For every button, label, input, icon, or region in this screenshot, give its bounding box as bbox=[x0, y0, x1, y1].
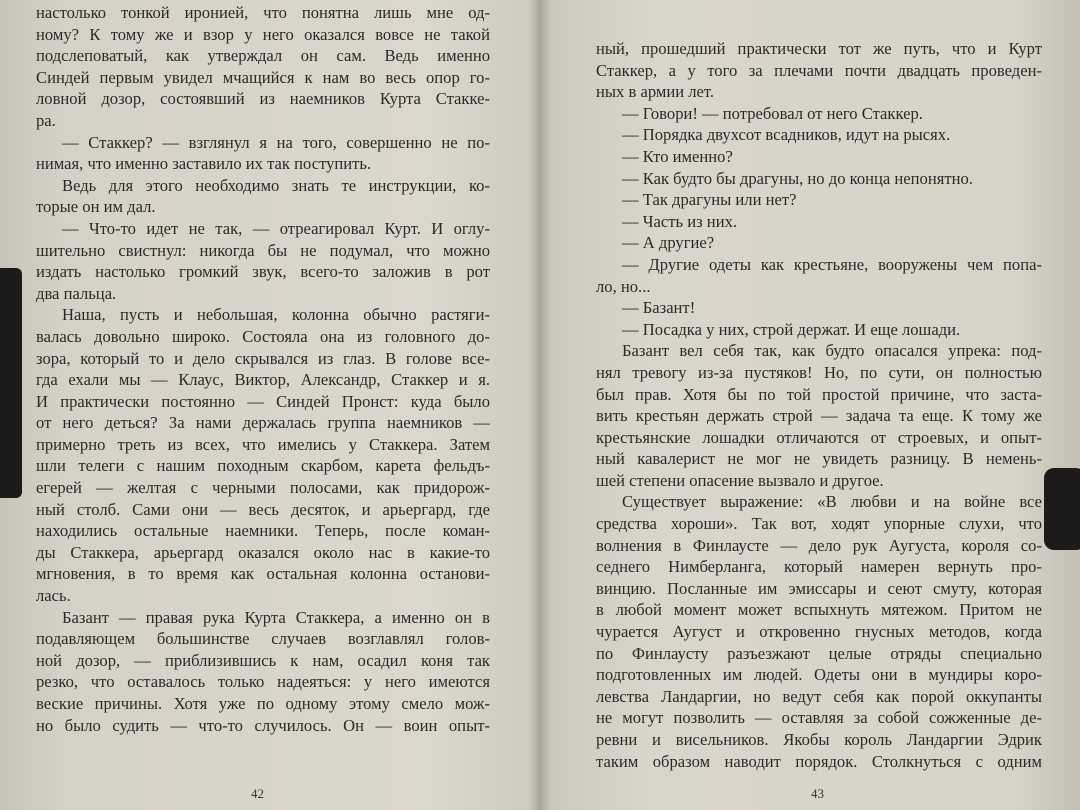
text-line: седнего Нимберланга, который намерен вернуть про- bbox=[596, 557, 1042, 577]
text-line: Наша, пусть и небольшая, колонна обычно растяги- bbox=[62, 305, 490, 325]
text-line: лась. bbox=[36, 586, 71, 606]
text-line: — Как будто бы драгуны, но до конца непонятно. bbox=[622, 168, 973, 188]
right-page-number: 43 bbox=[811, 786, 824, 801]
text-line: — Другие одеты как крестьяне, вооружены чем попа- bbox=[622, 254, 1042, 274]
text-line: ревни и висельников. Якобы король Ландаргии Эдрик bbox=[596, 730, 1042, 749]
left-page-number: 42 bbox=[251, 786, 264, 801]
text-line: вить крестьян держать строй — задача та еще. К тому же bbox=[596, 406, 1042, 426]
text-line: средства хороши». Так вот, ходят упорные слухи, что bbox=[596, 514, 1042, 534]
text-line: — Порядка двухсот всадников, идут на рысях. bbox=[622, 125, 951, 145]
text-line: гда ехали мы — Клаус, Виктор, Александр, Стаккер и я. bbox=[36, 370, 490, 390]
text-line: егерей — желтая с черными полосами, как придорож- bbox=[36, 478, 490, 498]
text-line: ра. bbox=[36, 110, 56, 130]
text-line: Базант вел себя так, как будто опасался упрека: под- bbox=[622, 341, 1042, 361]
left-binder-clip bbox=[0, 268, 22, 498]
text-line: волнения в Финлаусте — дело рук Аугуста, короля со- bbox=[596, 535, 1042, 555]
text-line: не могут позволить — оставляя за собой сожженные де- bbox=[596, 708, 1042, 728]
text-line: настолько тонкой иронией, что понятна лишь мне од- bbox=[36, 3, 490, 22]
text-line: — Так драгуны или нет? bbox=[622, 190, 797, 210]
text-line: — Что-то идет не так, — отреагировал Курт. И оглу- bbox=[62, 218, 490, 238]
text-line: примерно треть из всех, что имелись у Стаккера. Затем bbox=[36, 434, 490, 454]
text-line: таким образом наводит порядок. Столкнуться с одним bbox=[596, 751, 1042, 771]
text-line: два пальца. bbox=[36, 283, 117, 303]
text-line: ному? К тому же и взор у него оказался вовсе не такой bbox=[36, 24, 490, 44]
text-line: винцию. Посланные им эмиссары и сеют смуту, которая bbox=[596, 578, 1042, 598]
text-line: — Базант! bbox=[622, 298, 696, 318]
text-line: веские причины. Хотя уже по одному этому смело мож- bbox=[36, 694, 490, 713]
text-line: находились остальные наемники. Теперь, после коман- bbox=[36, 521, 490, 541]
text-line: — Часть из них. bbox=[622, 211, 738, 231]
text-line: ловной дозор, состоявший из наемников Курта Стакке- bbox=[36, 89, 490, 109]
text-line: крестьянские лошадки отличаются от строевых, и опыт- bbox=[596, 427, 1042, 447]
right-page-text bbox=[596, 38, 1042, 772]
text-line: ный кавалерист не мог не увидеть разницу. В немень- bbox=[596, 449, 1042, 469]
text-line: по Финлаусту разъезжают целые отряды специально bbox=[596, 643, 1042, 663]
text-line: чурается Аугуст и откровенно гнусных методов, когда bbox=[596, 622, 1042, 642]
text-line: ных в армии лет. bbox=[596, 82, 715, 102]
text-line: нял тревогу из-за пустяков! Но, по сути, он полностью bbox=[596, 362, 1042, 382]
text-line: шли телеги с нашим походным скарбом, карета фельдъ- bbox=[36, 456, 490, 476]
text-line: торые он им дал. bbox=[36, 197, 156, 217]
text-line: левства Ландаргии, но ведут себя как порой оккупанты bbox=[596, 686, 1042, 706]
text-line: шительно свистнул: никогда бы не подумал, что можно bbox=[36, 240, 490, 260]
right-binder-clip bbox=[1044, 468, 1080, 550]
text-line: Ведь для этого необходимо знать те инструкции, ко- bbox=[62, 175, 490, 195]
text-line: Синдей первым увидел мчащийся к нам во весь опор го- bbox=[36, 67, 490, 87]
text-line: — Кто именно? bbox=[622, 146, 733, 166]
text-line: Существует выражение: «В любви и на войне все bbox=[622, 492, 1042, 512]
text-line: ной дозор, — приблизившись к нам, осадил коня так bbox=[36, 650, 490, 670]
text-line: был прав. Хотя бы по той простой причине, что заста- bbox=[596, 384, 1042, 404]
text-line: Базант — правая рука Курта Стаккера, а именно он в bbox=[62, 607, 490, 627]
text-line: ный, прошедший практически тот же путь, что и Курт bbox=[596, 39, 1042, 58]
text-line: резко, что оставалось только надеяться: у него имеются bbox=[36, 672, 490, 692]
text-line: шей степени опасение вызвало и другое. bbox=[596, 470, 884, 490]
text-line: — А другие? bbox=[622, 233, 715, 253]
text-line: подслеповатый, как утверждал он сам. Ведь именно bbox=[36, 46, 490, 66]
text-line: издать настолько громкий звук, всего-то заложив в рот bbox=[36, 262, 490, 282]
text-line: — Говори! — потребовал от него Стаккер. bbox=[622, 103, 923, 123]
text-line: — Посадка у них, строй держат. И еще лошади. bbox=[622, 319, 961, 339]
text-line: Стаккер, а у того за плечами почти двадцать проведен- bbox=[596, 60, 1042, 80]
text-line: но было судить — что-то случилось. Он — воин опыт- bbox=[36, 715, 490, 735]
text-line: зора, который то и дело скрывался из глаз. В голове все- bbox=[36, 348, 490, 368]
text-line: — Стаккер? — взглянул я на того, совершенно не по- bbox=[62, 132, 490, 152]
text-line: И практически постоянно — Синдей Пронст: куда было bbox=[36, 391, 490, 411]
text-line: ды Стаккера, арьергард оказался около нас в какие-то bbox=[36, 542, 490, 562]
text-line: нимая, что именно заставило их так поступить. bbox=[36, 154, 372, 174]
text-line: валась довольно широко. Состояла она из головного до- bbox=[36, 326, 490, 346]
text-line: мгновения, в то время как остальная колонна останови- bbox=[36, 564, 490, 584]
text-line: ный столб. Сами они — весь десяток, и арьергард, где bbox=[36, 499, 490, 519]
text-line: в любой момент может вспыхнуть мятежом. Притом не bbox=[596, 600, 1042, 620]
text-line: подготовленных им людей. Одеты они в мундиры коро- bbox=[596, 665, 1042, 685]
text-line: ло, но... bbox=[596, 276, 651, 296]
text-line: от него деться? За нами держалась группа наемников — bbox=[36, 413, 490, 433]
text-line: подавляющем большинстве случаев возглавлял голов- bbox=[36, 629, 490, 649]
left-page-text bbox=[36, 2, 490, 736]
